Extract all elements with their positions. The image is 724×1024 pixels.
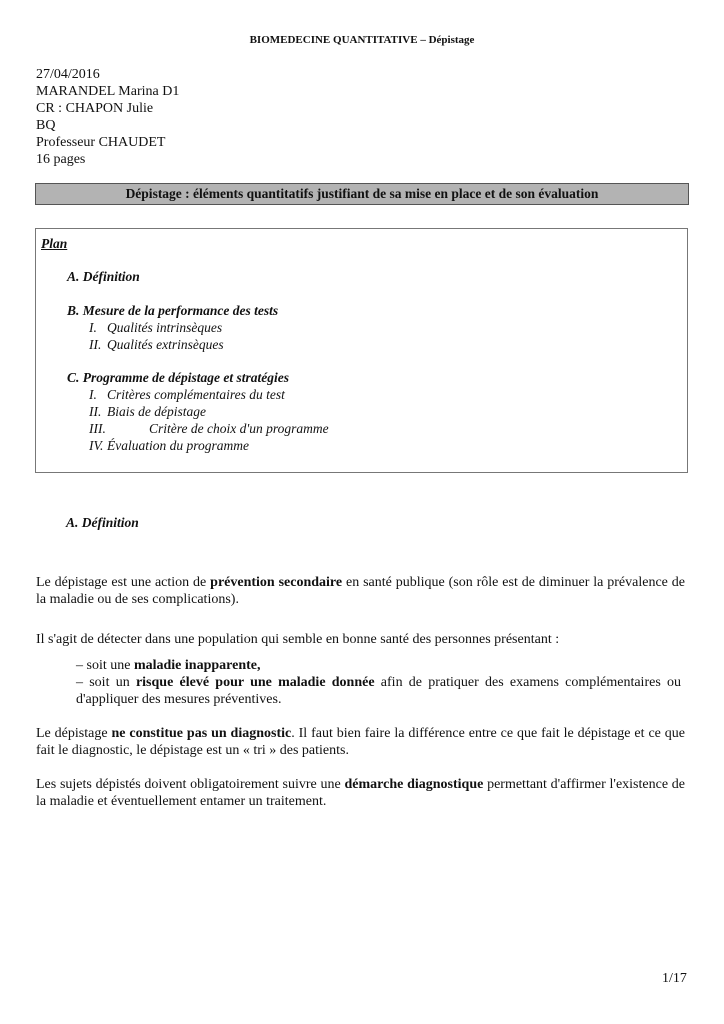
plan-box bbox=[35, 228, 688, 473]
paragraph: Les sujets dépistés doivent obligatoirement suivre une démarche diagnostique permettant d'affirmer l'existence de la maladie et éventuellement entamer un traitement. bbox=[36, 777, 685, 809]
document-title: Dépistage : éléments quantitatifs justifiant de sa mise en place et de son évaluation bbox=[35, 183, 689, 205]
plan-title: Plan bbox=[41, 236, 68, 251]
plan-item: II. Qualités extrinsèques bbox=[89, 337, 224, 352]
bullet-item: – soit un risque élevé pour une maladie donnée afin de pratiquer des examens complémentaires ou d'appliquer des mesures préventives. bbox=[76, 675, 682, 707]
page-count: 16 pages bbox=[36, 152, 86, 167]
subject: BQ bbox=[36, 118, 56, 133]
bullet-item: – soit une maladie inapparente, bbox=[76, 658, 261, 673]
corrector: CR : CHAPON Julie bbox=[36, 101, 154, 116]
professor: Professeur CHAUDET bbox=[36, 135, 166, 150]
paragraph: Il s'agit de détecter dans une population qui semble en bonne santé des personnes présentant : bbox=[36, 632, 560, 647]
plan-section-a: A. Définition bbox=[67, 269, 140, 284]
running-header: BIOMEDECINE QUANTITATIVE – Dépistage bbox=[249, 34, 475, 46]
plan-section-b: B. Mesure de la performance des tests bbox=[67, 303, 279, 318]
plan-item: I. Critères complémentaires du test bbox=[89, 387, 285, 402]
document-metadata bbox=[36, 66, 179, 168]
page-number: 1/17 bbox=[662, 971, 687, 986]
paragraph: Le dépistage est une action de prévention secondaire en santé publique (son rôle est de diminuer la prévalence de la maladie ou de ses complications). bbox=[36, 575, 685, 607]
date: 27/04/2016 bbox=[36, 67, 100, 82]
plan-item: IV. Évaluation du programme bbox=[89, 438, 249, 453]
paragraph: Le dépistage ne constitue pas un diagnostic. Il faut bien faire la différence entre ce que fait le dépistage et ce que fait le diagnostic, le dépistage est un « tri » des patients. bbox=[36, 726, 685, 758]
plan-item: II. Biais de dépistage bbox=[89, 404, 206, 419]
plan-item: III. Critère de choix d'un programme bbox=[89, 421, 329, 436]
author: MARANDEL Marina D1 bbox=[36, 84, 180, 99]
plan-item: I. Qualités intrinsèques bbox=[89, 320, 223, 335]
section-heading-definition: A. Définition bbox=[66, 515, 139, 530]
plan-section-c: C. Programme de dépistage et stratégies bbox=[67, 370, 289, 385]
